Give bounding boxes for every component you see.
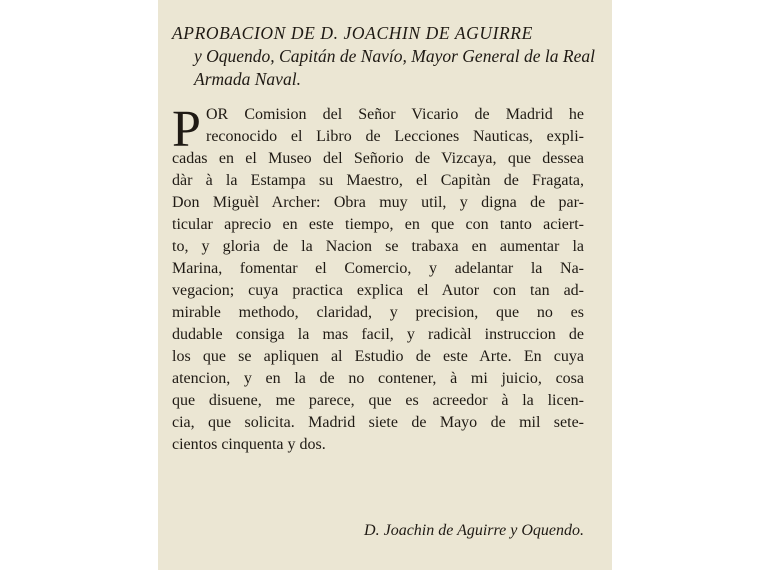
approval-body [172, 101, 584, 456]
drop-cap: P [172, 101, 201, 158]
body-line: Marina, fomentar el Comercio, y adelantar la Na- [172, 260, 584, 277]
body-line: dudable consiga la mas facil, y radicàl instruccion de [172, 326, 584, 343]
body-line: los que se apliquen al Estudio de este Arte. En cuya [172, 348, 584, 365]
body-line: dàr à la Estampa su Maestro, el Capitàn de Fragata, [172, 172, 584, 189]
body-line: que disuene, me parece, que es acreedor à la licen- [172, 392, 584, 409]
body-line: atencion, y en la de no contener, à mi juicio, cosa [172, 370, 584, 387]
document-page [158, 0, 612, 570]
body-line: to, y gloria de la Nacion se trabaxa en aumentar la [172, 238, 584, 255]
body-line: cia, que solicita. Madrid siete de Mayo de mil sete- [172, 414, 584, 431]
body-line: cientos cinquenta y dos. [172, 436, 326, 453]
body-line: cadas en el Museo del Señorio de Vizcaya, que dessea [172, 150, 584, 167]
approval-heading [172, 22, 602, 91]
body-line: mirable methodo, claridad, y precision, que no es [172, 304, 584, 321]
heading-line-3: Armada Naval. [194, 69, 301, 89]
body-line: Don Miguèl Archer: Obra muy util, y digna de par- [172, 194, 584, 211]
body-line: OR Comision del Señor Vicario de Madrid he [206, 106, 584, 123]
body-line: reconocido el Libro de Lecciones Nauticas, expli- [206, 128, 584, 145]
heading-line-1: APROBACION DE D. JOACHIN DE AGUIRRE [172, 23, 533, 43]
heading-line-2: y Oquendo, Capitán de Navío, Mayor General de la Real [194, 46, 595, 66]
signature: D. Joachin de Aguirre y Oquendo. [364, 522, 584, 539]
body-line: vegacion; cuya practica explica el Autor con tan ad- [172, 282, 584, 299]
body-line: ticular aprecio en este tiempo, en que con tanto aciert- [172, 216, 584, 233]
